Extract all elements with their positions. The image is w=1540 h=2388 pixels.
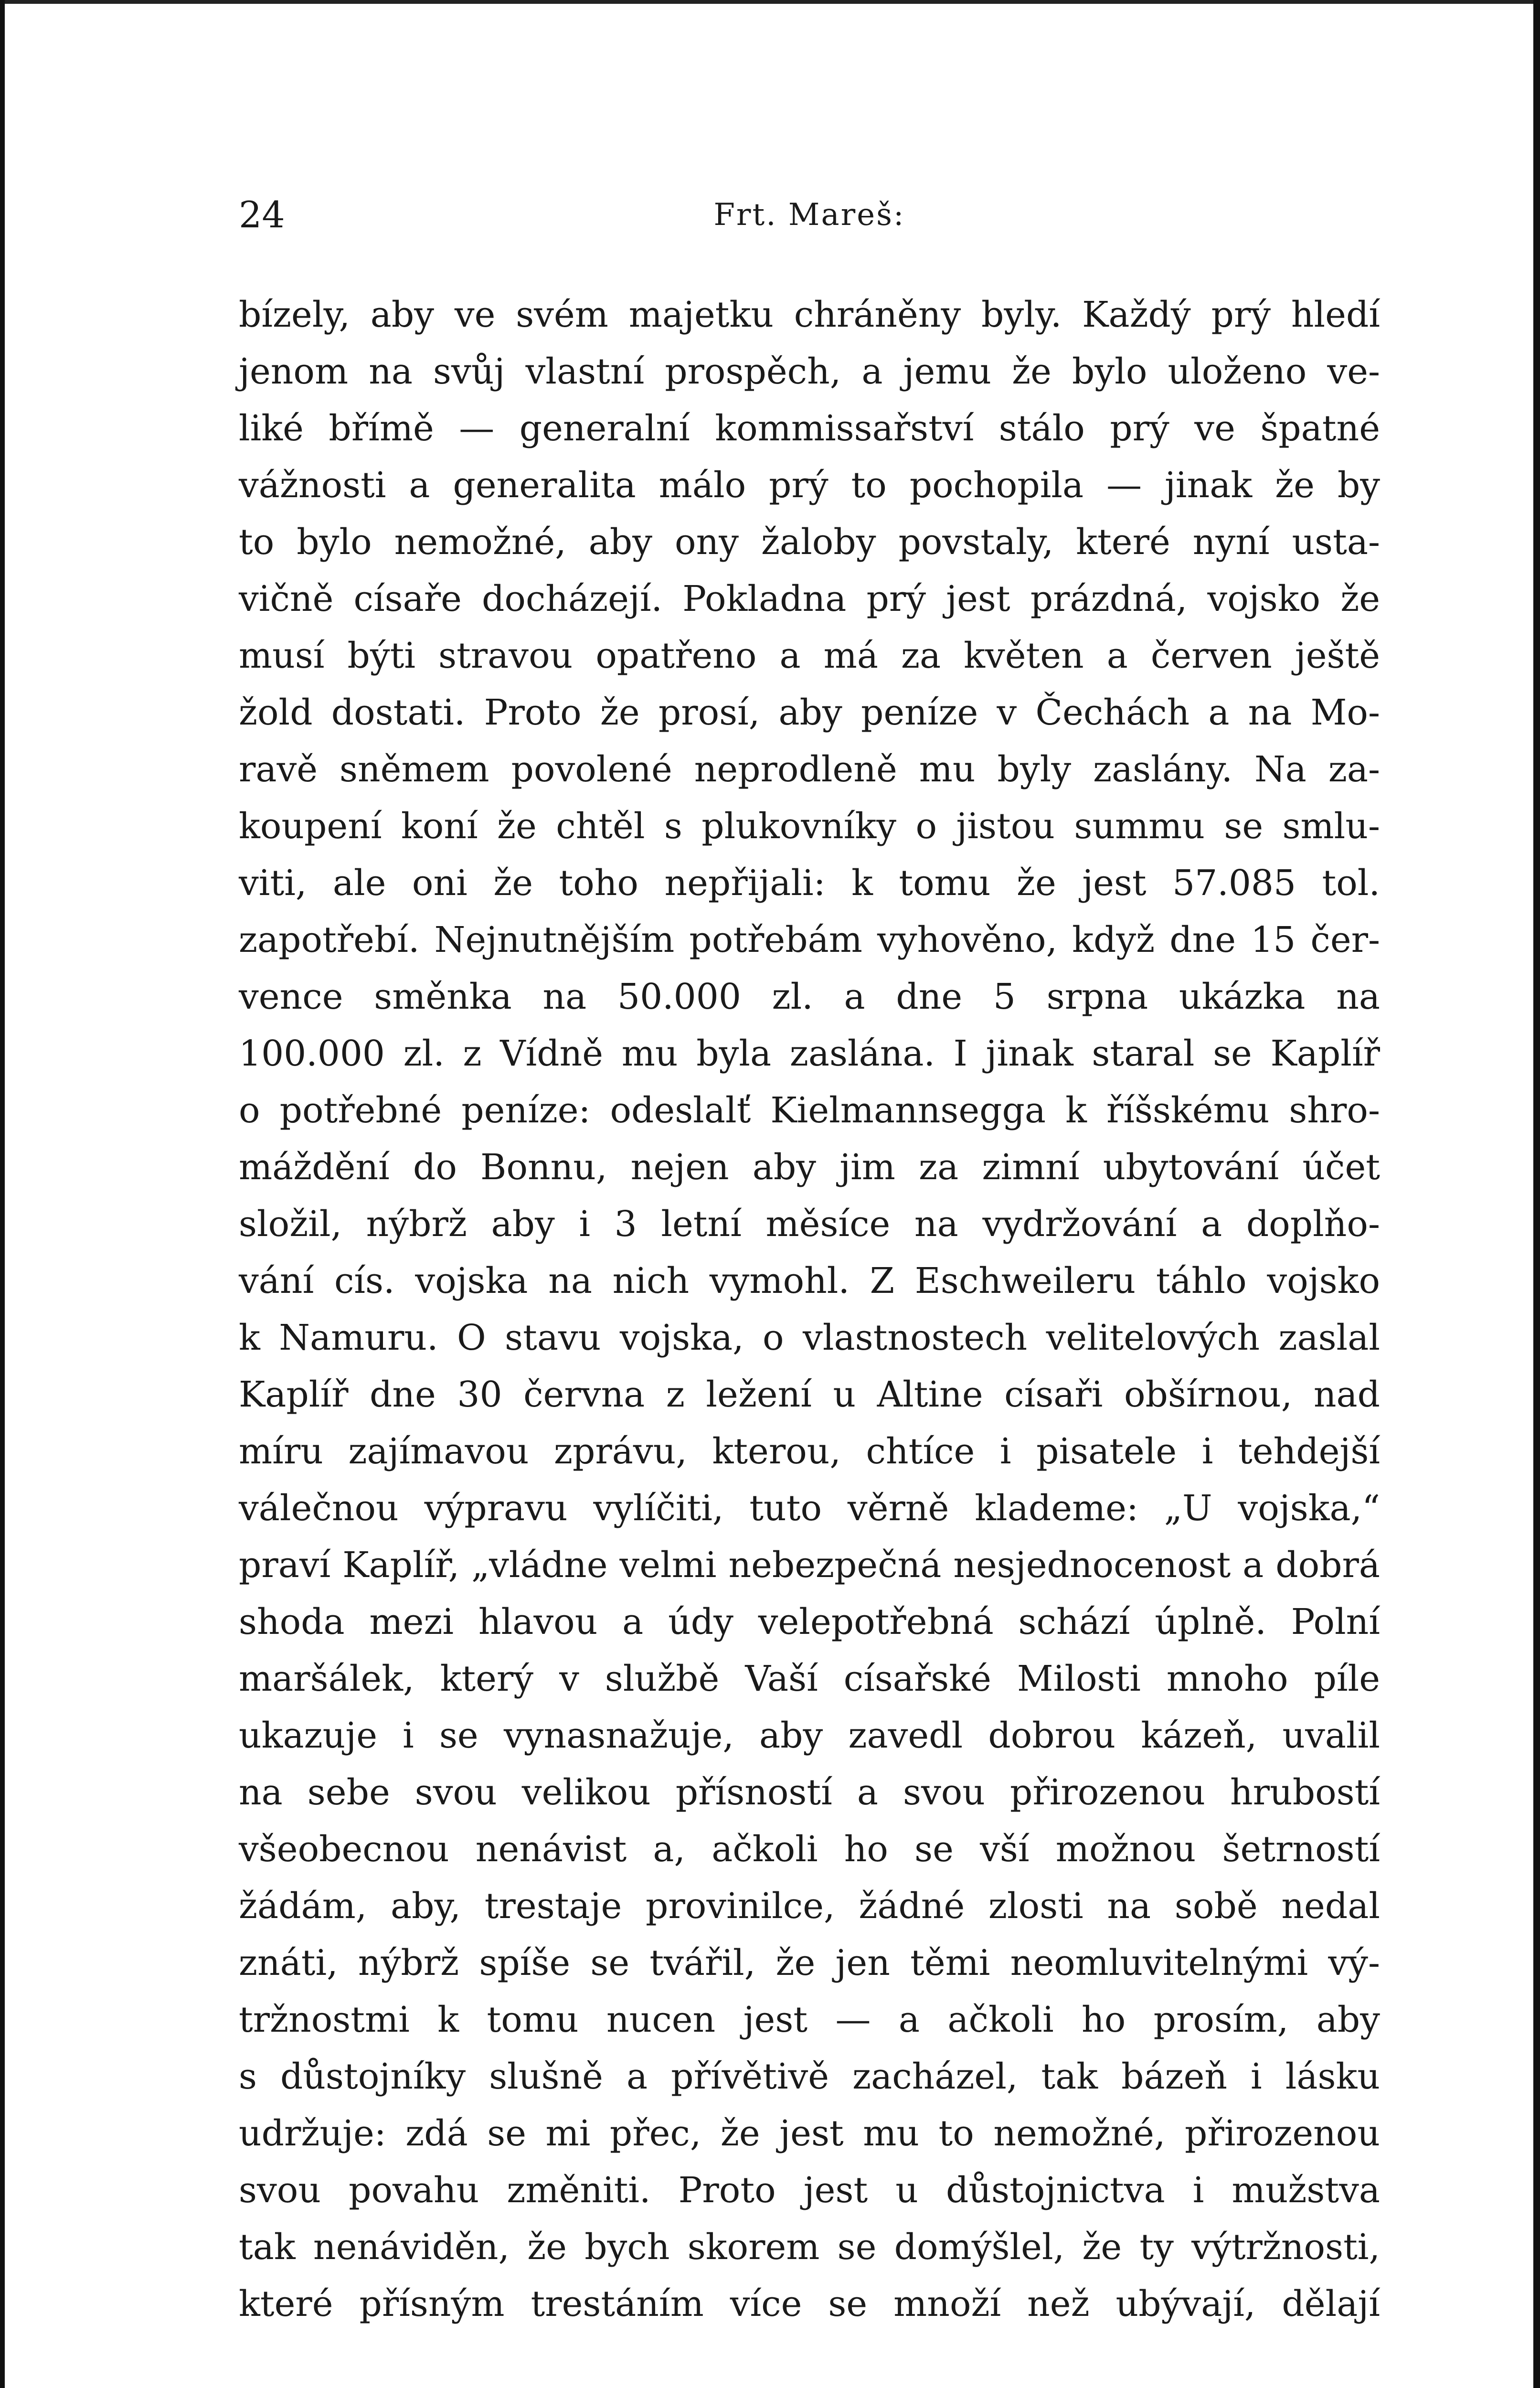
text-line: 100.000 zl. z Vídně mu byla zaslána. I jinak staral se Kaplíř xyxy=(239,1033,1380,1074)
text-line: vičně císaře docházejí. Pokladna prý jest prázdná, vojsko že xyxy=(239,578,1380,619)
text-line: viti, ale oni že toho nepřijali: k tomu že jest 57.085 tol. xyxy=(239,863,1380,904)
text-line: musí býti stravou opatřeno a má za květen a červen ještě xyxy=(239,635,1380,676)
scan-edge-top xyxy=(0,0,1540,4)
running-head: Frt. Mareš: xyxy=(713,197,905,233)
text-line: maršálek, který v službě Vaší císařské Milosti mnoho píle xyxy=(239,1658,1380,1699)
text-line: ukazuje i se vynasnažuje, aby zavedl dobrou kázeň, uvalil xyxy=(239,1715,1380,1756)
text-line: míru zajímavou zprávu, kterou, chtíce i pisatele i tehdejší xyxy=(239,1431,1380,1472)
text-line: vání cís. vojska na nich vymohl. Z Eschweileru táhlo vojsko xyxy=(239,1260,1380,1301)
text-line: složil, nýbrž aby i 3 letní měsíce na vydržování a doplňo- xyxy=(239,1204,1380,1245)
text-line: na sebe svou velikou přísností a svou přirozenou hrubostí xyxy=(239,1772,1380,1813)
page-number: 24 xyxy=(239,193,285,236)
text-line: bízely, aby ve svém majetku chráněny byly. Každý prý hledí xyxy=(239,294,1380,335)
text-line: zapotřebí. Nejnutnějším potřebám vyhověno, když dne 15 čer- xyxy=(239,919,1380,960)
text-line: svou povahu změniti. Proto jest u důstojnictva i mužstva xyxy=(239,2170,1380,2211)
scan-edge-right xyxy=(1533,0,1540,2388)
text-line: tržnostmi k tomu nucen jest — a ačkoli ho prosím, aby xyxy=(239,1999,1380,2040)
text-line: jenom na svůj vlastní prospěch, a jemu že bylo uloženo ve- xyxy=(239,351,1380,392)
text-line: shoda mezi hlavou a údy velepotřebná schází úplně. Polní xyxy=(239,1601,1380,1642)
text-line: válečnou výpravu vylíčiti, tuto věrně klademe: „U vojska,“ xyxy=(239,1488,1380,1529)
text-line: žádám, aby, trestaje provinilce, žádné zlosti na sobě nedal xyxy=(239,1886,1380,1927)
text-line: které přísným trestáním více se množí než ubývají, dělají xyxy=(239,2283,1380,2324)
text-line: ravě sněmem povolené neprodleně mu byly zaslány. Na za- xyxy=(239,749,1380,790)
text-line: Kaplíř dne 30 června z ležení u Altine císaři obšírnou, nad xyxy=(239,1374,1380,1415)
text-line: znáti, nýbrž spíše se tvářil, že jen těmi neomluvitelnými vý- xyxy=(239,1942,1380,1983)
text-line: to bylo nemožné, aby ony žaloby povstaly, které nyní usta- xyxy=(239,522,1380,563)
text-line: liké břímě — generalní kommissařství stálo prý ve špatné xyxy=(239,408,1380,449)
text-line: žold dostati. Proto že prosí, aby peníze v Čechách a na Mo- xyxy=(239,692,1380,733)
text-line: k Namuru. O stavu vojska, o vlastnostech velitelových zaslal xyxy=(239,1317,1380,1358)
text-line: udržuje: zdá se mi přec, že jest mu to nemožné, přirozenou xyxy=(239,2113,1380,2154)
text-line: tak nenáviděn, že bych skorem se domýšlel, že ty výtržnosti, xyxy=(239,2227,1380,2268)
body-text xyxy=(239,287,1380,2333)
text-line: o potřebné peníze: odeslalť Kielmannsegga k říšskému shro- xyxy=(239,1090,1380,1131)
text-line: všeobecnou nenávist a, ačkoli ho se vší možnou šetrností xyxy=(239,1829,1380,1870)
text-line: s důstojníky slušně a přívětivě zacházel, tak bázeň i lásku xyxy=(239,2056,1380,2097)
text-line: máždění do Bonnu, nejen aby jim za zimní ubytování účet xyxy=(239,1147,1380,1188)
page-header xyxy=(239,189,1380,241)
text-line: koupení koní že chtěl s plukovníky o jistou summu se smlu- xyxy=(239,806,1380,847)
text-line: vence směnka na 50.000 zl. a dne 5 srpna ukázka na xyxy=(239,976,1380,1017)
text-line: praví Kaplíř, „vládne velmi nebezpečná nesjednocenost a dobrá xyxy=(239,1545,1380,1586)
text-line: vážnosti a generalita málo prý to pochopila — jinak že by xyxy=(239,465,1380,506)
scan-edge-left xyxy=(0,0,5,2388)
